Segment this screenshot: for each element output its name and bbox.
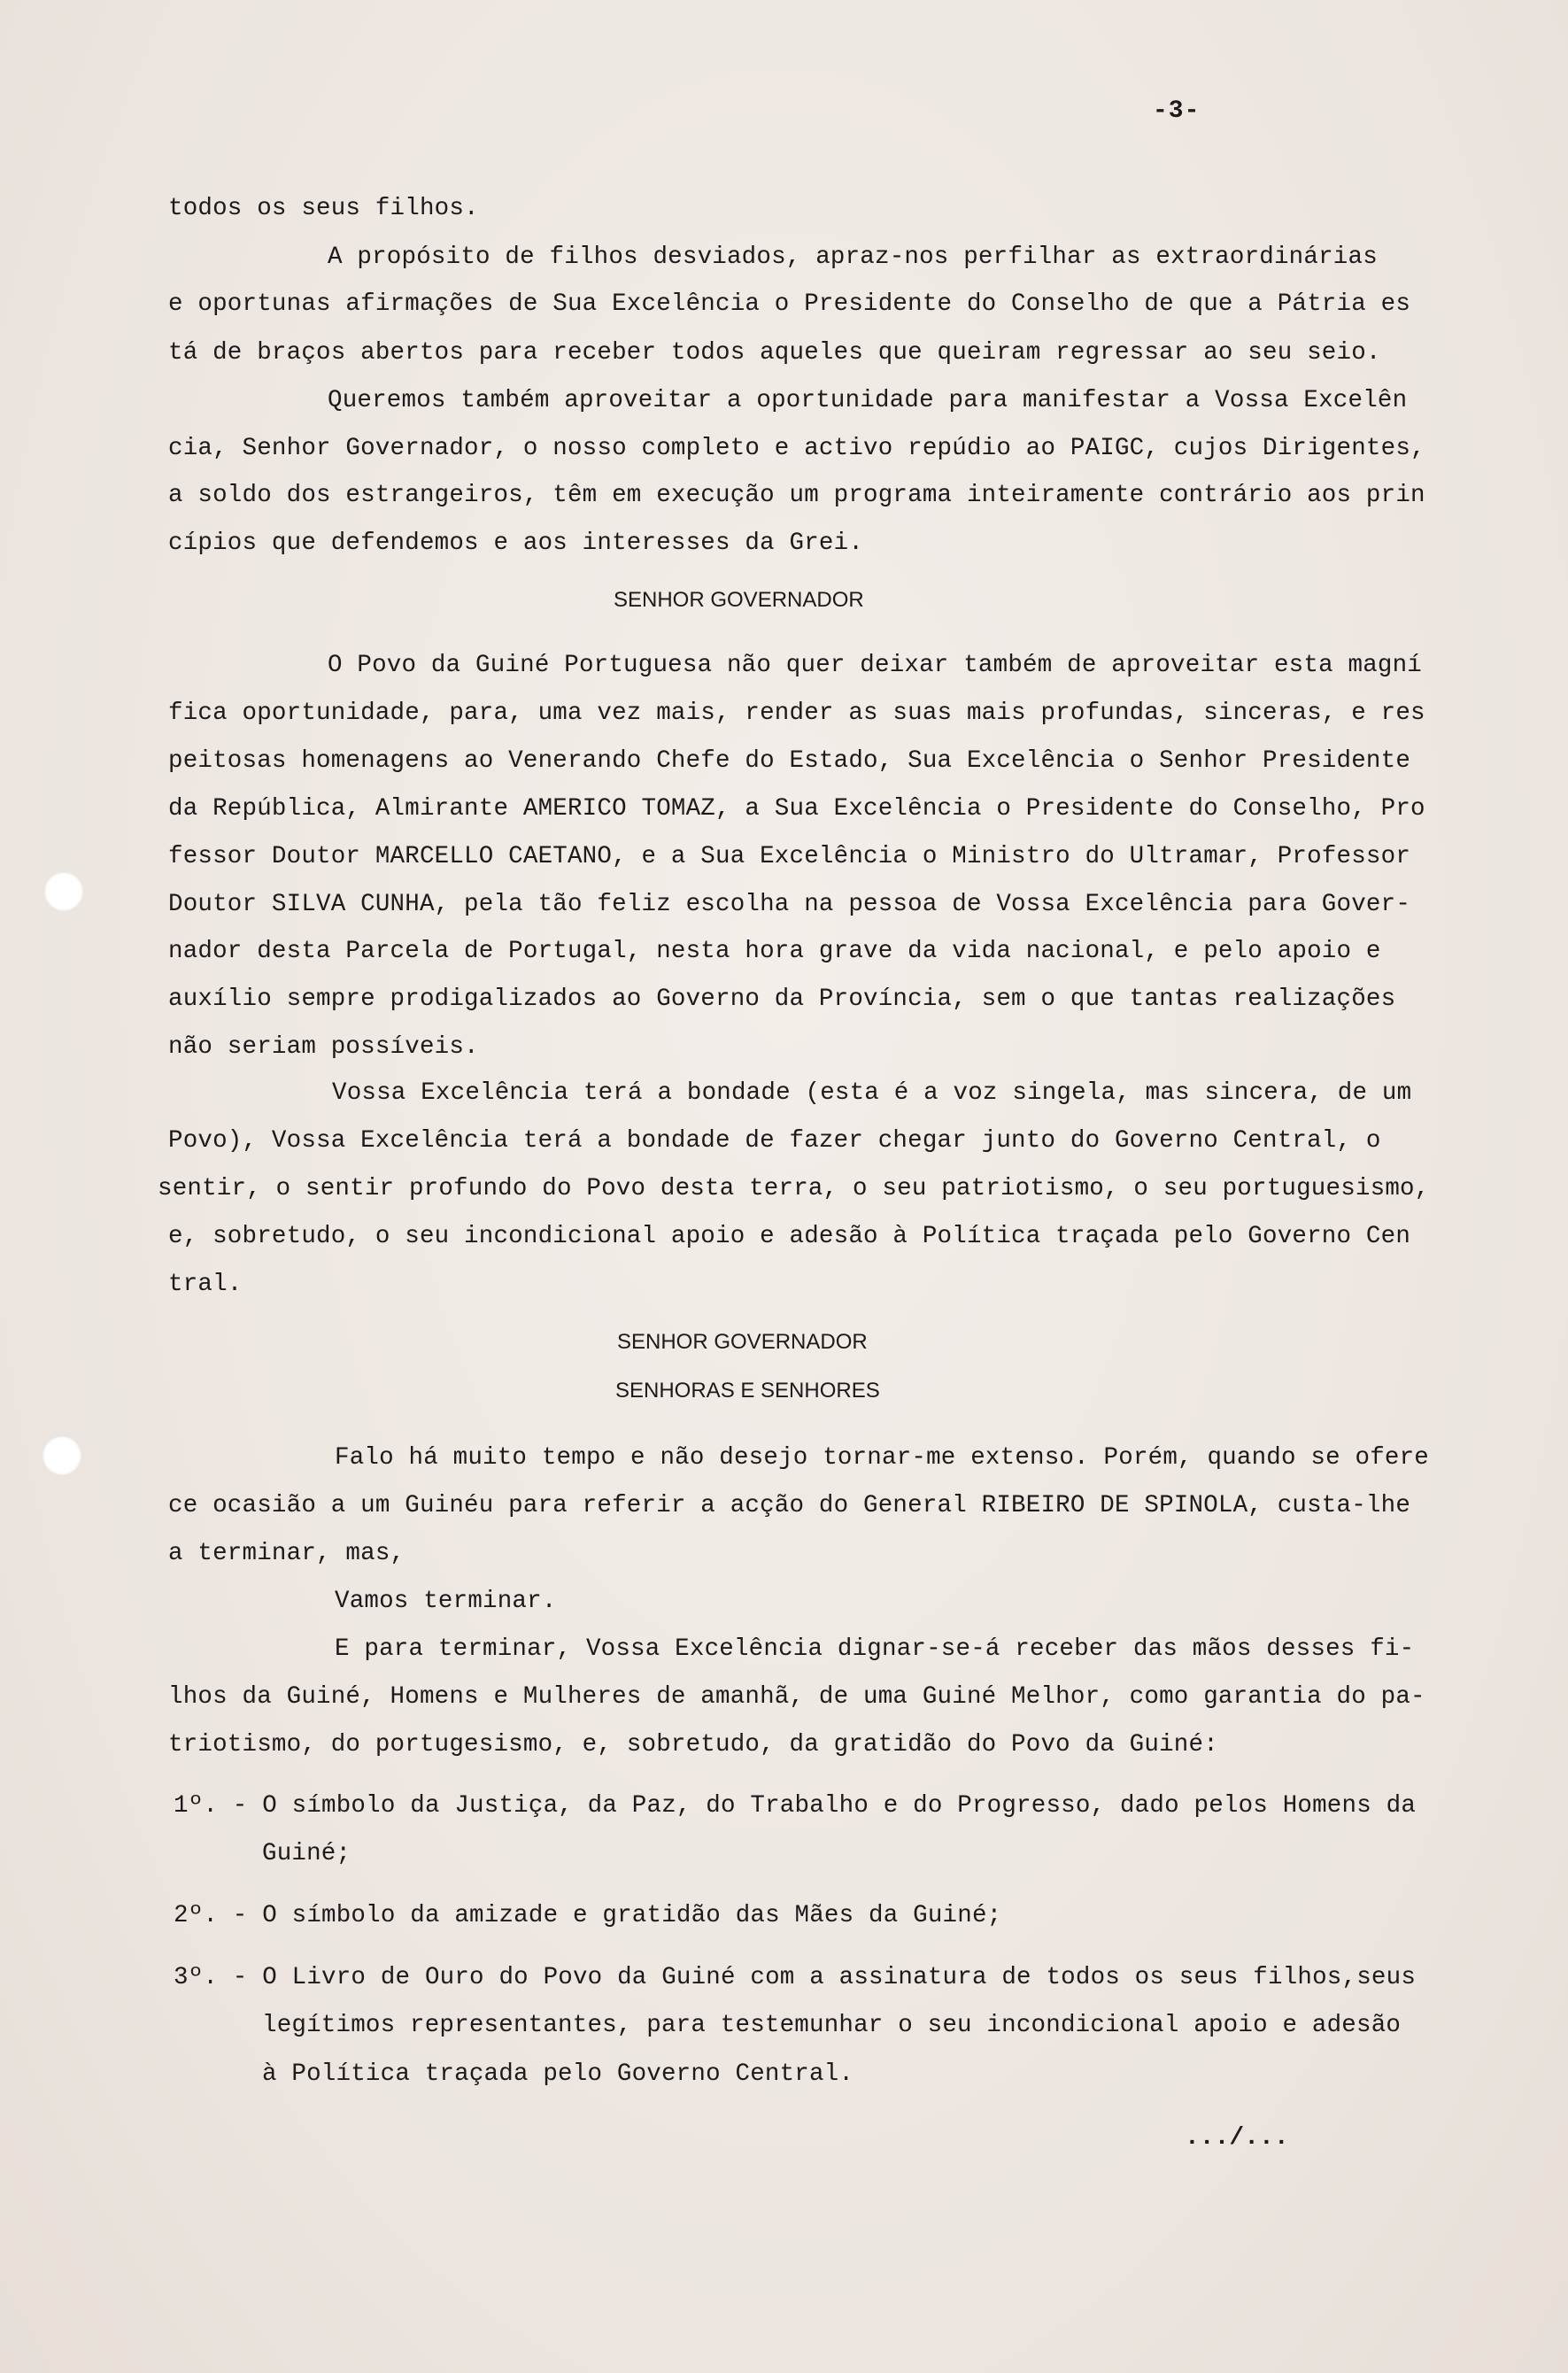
continuation-mark: .../... [1185, 2124, 1289, 2152]
section-heading: SENHOR GOVERNADOR [614, 588, 864, 612]
page-number: -3- [1153, 97, 1201, 125]
text-line: Vossa Excelência terá a bondade (esta é a voz singela, mas sincera, de um [332, 1079, 1412, 1107]
text-line: e, sobretudo, o seu incondicional apoio e adesão à Política traçada pelo Governo Cen [168, 1223, 1411, 1250]
list-item: 3º. - O Livro de Ouro do Povo da Guiné com a assinatura de todos os seus filhos,seus [174, 1964, 1417, 1991]
list-item: 1º. - O símbolo da Justiça, da Paz, do Trabalho e do Progresso, dado pelos Homens da [174, 1792, 1417, 1820]
list-item-continuation: Guiné; [262, 1840, 351, 1867]
text-line: a terminar, mas, [168, 1540, 406, 1567]
text-line: lhos da Guiné, Homens e Mulheres de amanhã, de uma Guiné Melhor, como garantia do pa- [168, 1683, 1425, 1711]
list-item-continuation: legítimos representantes, para testemunhar o seu incondicional apoio e adesão [262, 2012, 1402, 2039]
text-line: todos os seus filhos. [168, 195, 479, 222]
text-line: triotismo, do portugesismo, e, sobretudo, da gratidão do Povo da Guiné: [168, 1731, 1218, 1758]
text-line: sentir, o sentir profundo do Povo desta terra, o seu patriotismo, o seu portuguesismo, [158, 1175, 1430, 1202]
text-line: tral. [168, 1271, 243, 1298]
punch-hole [42, 1436, 81, 1475]
list-item: 2º. - O símbolo da amizade e gratidão das Mães da Guiné; [174, 1902, 1002, 1929]
section-heading: SENHOR GOVERNADOR [617, 1330, 868, 1354]
text-line: fessor Doutor MARCELLO CAETANO, e a Sua Excelência o Ministro do Ultramar, Professor [168, 843, 1411, 870]
text-line: nador desta Parcela de Portugal, nesta hora grave da vida nacional, e pelo apoio e [168, 938, 1381, 965]
text-line: ce ocasião a um Guinéu para referir a acção do General RIBEIRO DE SPINOLA, custa-lhe [168, 1492, 1411, 1519]
text-line: Falo há muito tempo e não desejo tornar-me extenso. Porém, quando se ofere [335, 1444, 1429, 1472]
text-line: auxílio sempre prodigalizados ao Governo da Província, sem o que tantas realizações [168, 986, 1396, 1013]
text-line: a soldo dos estrangeiros, têm em execução um programa inteiramente contrário aos prin [168, 482, 1425, 509]
text-line: peitosas homenagens ao Venerando Chefe do Estado, Sua Excelência o Senhor Presidente [168, 747, 1411, 775]
text-line: tá de braços abertos para receber todos aqueles que queiram regressar ao seu seio. [168, 339, 1381, 367]
text-line: Povo), Vossa Excelência terá a bondade de fazer chegar junto do Governo Central, o [168, 1127, 1381, 1155]
text-line: Doutor SILVA CUNHA, pela tão feliz escolha na pessoa de Vossa Excelência para Gover- [168, 891, 1411, 918]
text-line: cia, Senhor Governador, o nosso completo e activo repúdio ao PAIGC, cujos Dirigentes, [168, 435, 1425, 462]
text-line: cípios que defendemos e aos interesses da Grei. [168, 529, 864, 557]
text-line: O Povo da Guiné Portuguesa não quer deixar também de aproveitar esta magní [328, 652, 1422, 679]
text-line: A propósito de filhos desviados, apraz-nos perfilhar as extraordinárias [328, 243, 1378, 271]
text-line: Vamos terminar. [335, 1588, 557, 1615]
text-line: E para terminar, Vossa Excelência dignar-se-á receber das mãos desses fi- [335, 1635, 1415, 1663]
text-line: e oportunas afirmações de Sua Excelência o Presidente do Conselho de que a Pátria es [168, 290, 1411, 318]
text-line: da República, Almirante AMERICO TOMAZ, a Sua Excelência o Presidente do Conselho, Pro [168, 795, 1425, 823]
section-heading: SENHORAS E SENHORES [615, 1379, 880, 1403]
text-line: não seriam possíveis. [168, 1033, 479, 1061]
punch-hole [44, 872, 83, 911]
text-line: fica oportunidade, para, uma vez mais, render as suas mais profundas, sinceras, e res [168, 700, 1425, 727]
list-item-continuation: à Política traçada pelo Governo Central. [262, 2060, 854, 2088]
text-line: Queremos também aproveitar a oportunidade para manifestar a Vossa Excelên [328, 387, 1408, 414]
